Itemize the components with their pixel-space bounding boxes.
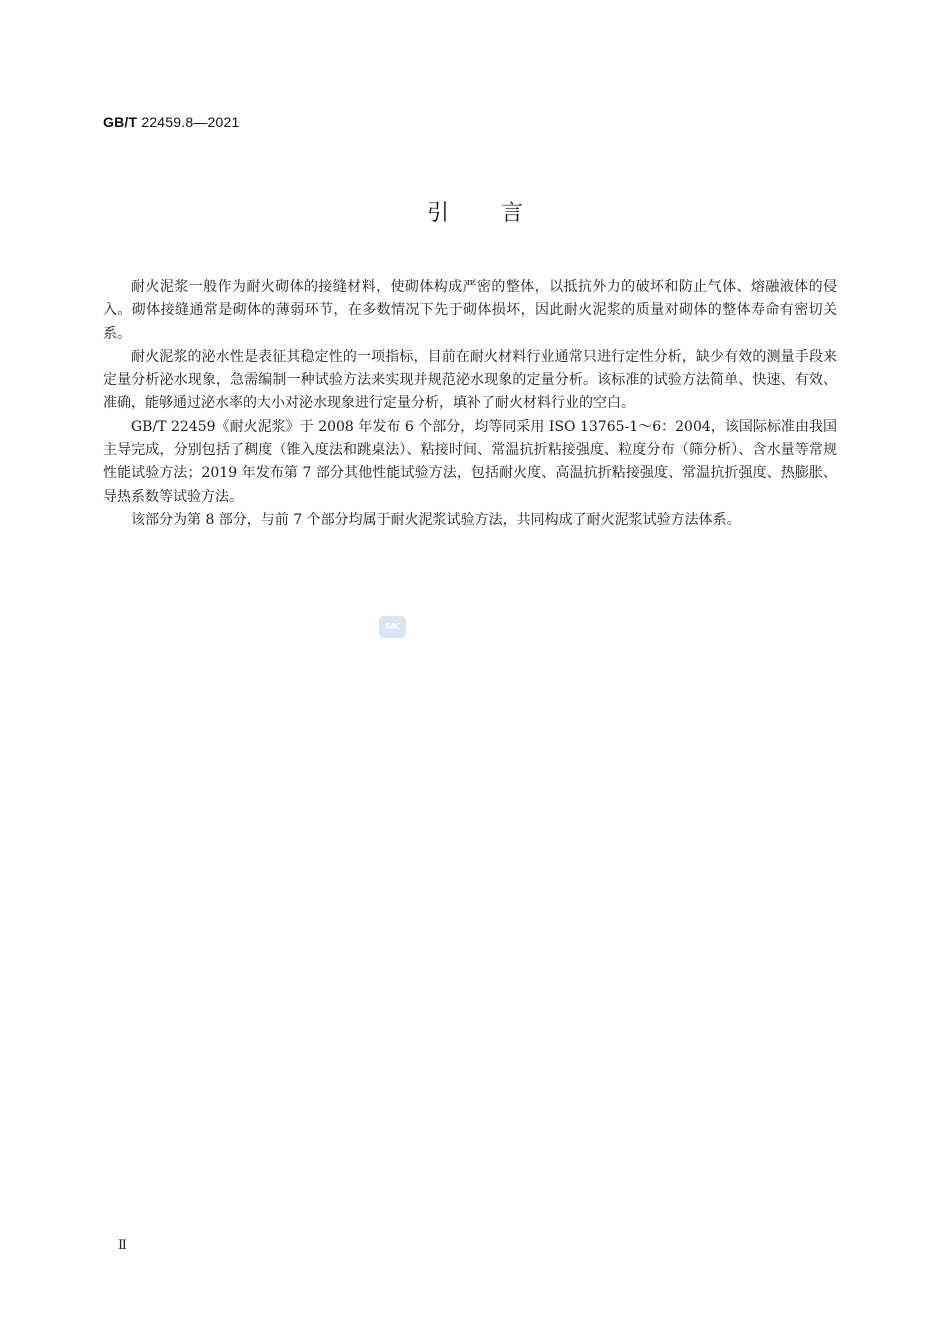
standard-prefix: GB/T xyxy=(103,114,138,130)
introduction-body xyxy=(103,276,837,532)
standard-number xyxy=(103,114,240,130)
paragraph-1: 耐火泥浆一般作为耐火砌体的接缝材料，使砌体构成严密的整体，以抵抗外力的破坏和防止气体、熔融液体的侵入。砌体接缝通常是砌体的薄弱环节，在多数情况下先于砌体损坏，因此耐火泥浆的质量对砌体的整体寿命有密切关系。 xyxy=(103,279,837,342)
paragraph-3: GB/T 22459《耐火泥浆》于 2008 年发布 6 个部分，均等同采用 ISO 13765-1～6：2004，该国际标准由我国主导完成，分别包括了稠度（锥入度法和跳桌法）、粘接时间、常温抗折粘接强度、粒度分布（筛分析）、含水量等常规性能试验方法；2019 年发布第 7 部分其他性能试验方法，包括耐火度、高温抗折粘接强度、常温抗折强度、热膨胀、导热系数等试验方法。 xyxy=(103,418,837,505)
standard-code: 22459.8—2021 xyxy=(137,114,240,130)
paragraph-2: 耐火泥浆的泌水性是表征其稳定性的一项指标，目前在耐火材料行业通常只进行定性分析，缺少有效的测量手段来定量分析泌水现象，急需编制一种试验方法来实现并规范泌水现象的定量分析。该标准的试验方法简单、快速、有效、准确，能够通过泌水率的大小对泌水现象进行定量分析，填补了耐火材料行业的空白。 xyxy=(103,348,837,412)
page-number: Ⅱ xyxy=(118,1238,127,1253)
paragraph-4: 该部分为第 8 部分，与前 7 个部分均属于耐火泥浆试验方法，共同构成了耐火泥浆试验方法体系。 xyxy=(131,511,741,528)
watermark-text: SAC xyxy=(384,622,401,631)
section-title: 引言 xyxy=(426,201,575,226)
sac-watermark-logo xyxy=(379,616,406,638)
